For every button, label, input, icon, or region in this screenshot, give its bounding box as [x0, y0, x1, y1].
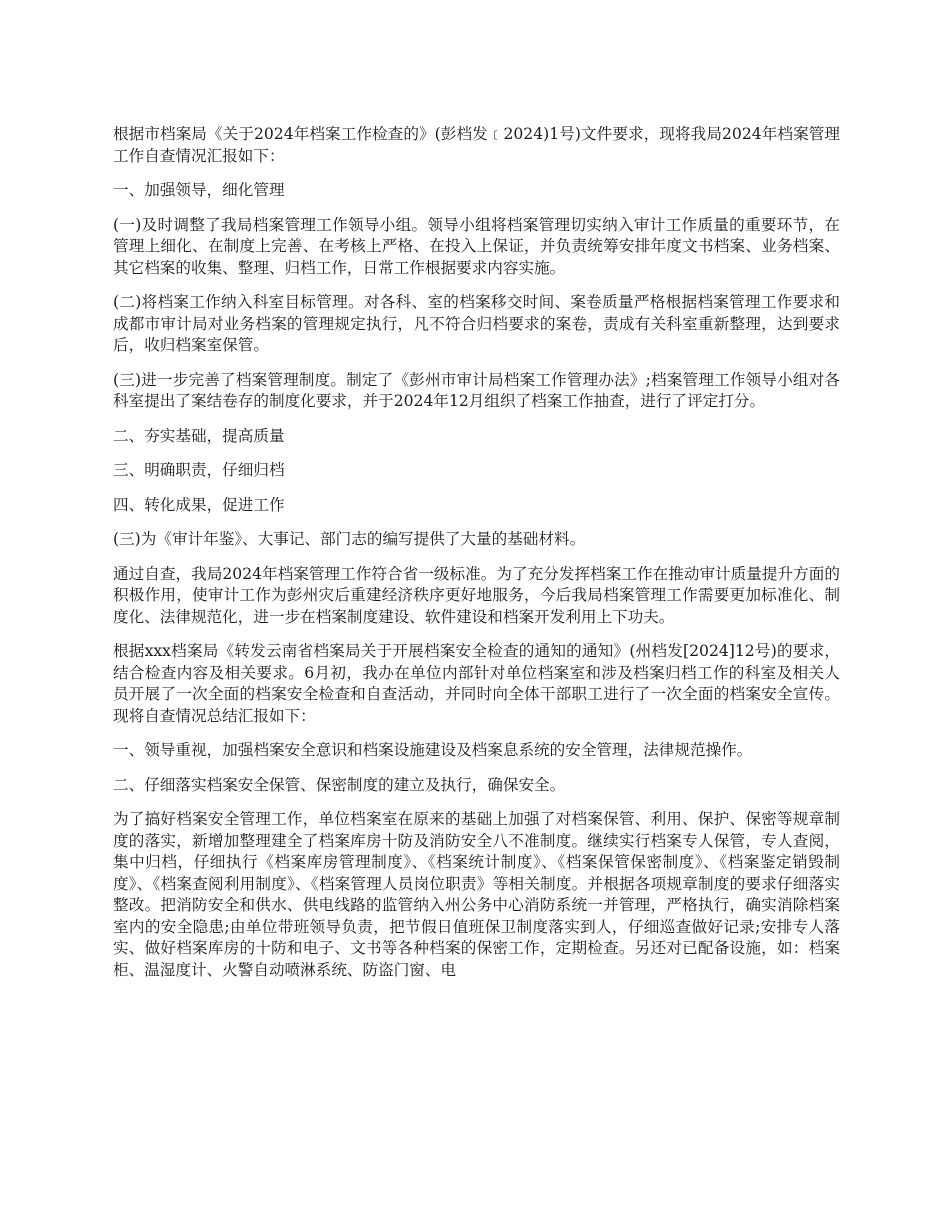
section-heading-1: 一、加强领导，细化管理 [113, 181, 285, 199]
body-paragraph: (三)进一步完善了档案管理制度。制定了《彭州市审计局档案工作管理办法》;档案管理工作领导小组对各科室提出了案结卷存的制度化要求，并于2024年12月组织了档案工作抽查，进行了评定打分。 [113, 370, 840, 410]
section-heading-6: 二、仔细落实档案安全保管、保密制度的建立及执行，确保安全。 [113, 775, 566, 794]
section-heading-3: 三、明确职责，仔细归档 [113, 461, 285, 479]
body-paragraph: (二)将档案工作纳入科室目标管理。对各科、室的档案移交时间、案卷质量严格根据档案管理工作要求和成都市审计局对业务档案的管理规定执行，凡不符合归档要求的案卷，责成有关科室重新整理，达到要求后，收归档案室保管。 [113, 293, 840, 354]
body-paragraph: (一)及时调整了我局档案管理工作领导小组。领导小组将档案管理切实纳入审计工作质量的重要环节，在管理上细化、在制度上完善、在考核上严格、在投入上保证，并负责统筹安排年度文书档案、业务档案、其它档案的收集、整理、归档工作，日常工作根据要求内容实施。 [113, 215, 840, 277]
document-body [113, 124, 840, 981]
section-heading-4: 四、转化成果，促进工作 [113, 495, 285, 514]
section-heading-5: 一、领导重视，加强档案安全意识和档案设施建设及档案息系统的安全管理，法律规范操作。 [113, 741, 753, 759]
second-report-intro: 根据xxx档案局《转发云南省档案局关于开展档案安全检查的通知的通知》(州档发[2024]12号)的要求，结合检查内容及相关要求。6月初，我办在单位内部针对单位档案室和涉及档案归档工作的科室及相关人员开展了一次全面的档案安全检查和自查活动，并同时向全体干部职工进行了一次全面的档案安全宣传。现将自查情况总结汇报如下： [113, 642, 840, 725]
intro-paragraph: 根据市档案局《关于2024年档案工作检查的》(彭档发﹝2024)1号)文件要求，现将我局2024年档案管理工作自查情况汇报如下： [113, 125, 840, 165]
body-paragraph: (三)为《审计年鉴》、大事记、部门志的编写提供了大量的基础材料。 [113, 530, 586, 548]
section-heading-2: 二、夯实基础，提高质量 [113, 426, 285, 445]
body-paragraph: 为了搞好档案安全管理工作，单位档案室在原来的基础上加强了对档案保管、利用、保护、保密等规章制度的落实，新增加整理建全了档案库房十防及消防安全八不准制度。继续实行档案专人保管，专人查阅，集中归档，仔细执行《档案库房管理制度》、《档案统计制度》、《档案保管保密制度》、《档案鉴定销毁制度》、《档案查阅利用制度》、《档案管理人员岗位职责》等相关制度。并根据各项规章制度的要求仔细落实整改。把消防安全和供水、供电线路的监管纳入州公务中心消防系统一并管理，严格执行，确实消除档案室内的安全隐患;由单位带班领导负责，把节假日值班保卫制度落实到人，仔细巡查做好记录;安排专人落实、做好档案库房的十防和电子、文书等各种档案的保密工作，定期检查。另还对已配备设施，如：档案柜、温湿度计、火警自动喷淋系统、防盗门窗、电 [113, 810, 840, 979]
summary-paragraph: 通过自查，我局2024年档案管理工作符合省一级标准。为了充分发挥档案工作在推动审计质量提升方面的积极作用，使审计工作为彭州灾后重建经济秩序更好地服务，今后我局档案管理工作需要更加标准化、制度化、法律规范化，进一步在档案制度建设、软件建设和档案开发利用上下功夫。 [113, 564, 840, 626]
